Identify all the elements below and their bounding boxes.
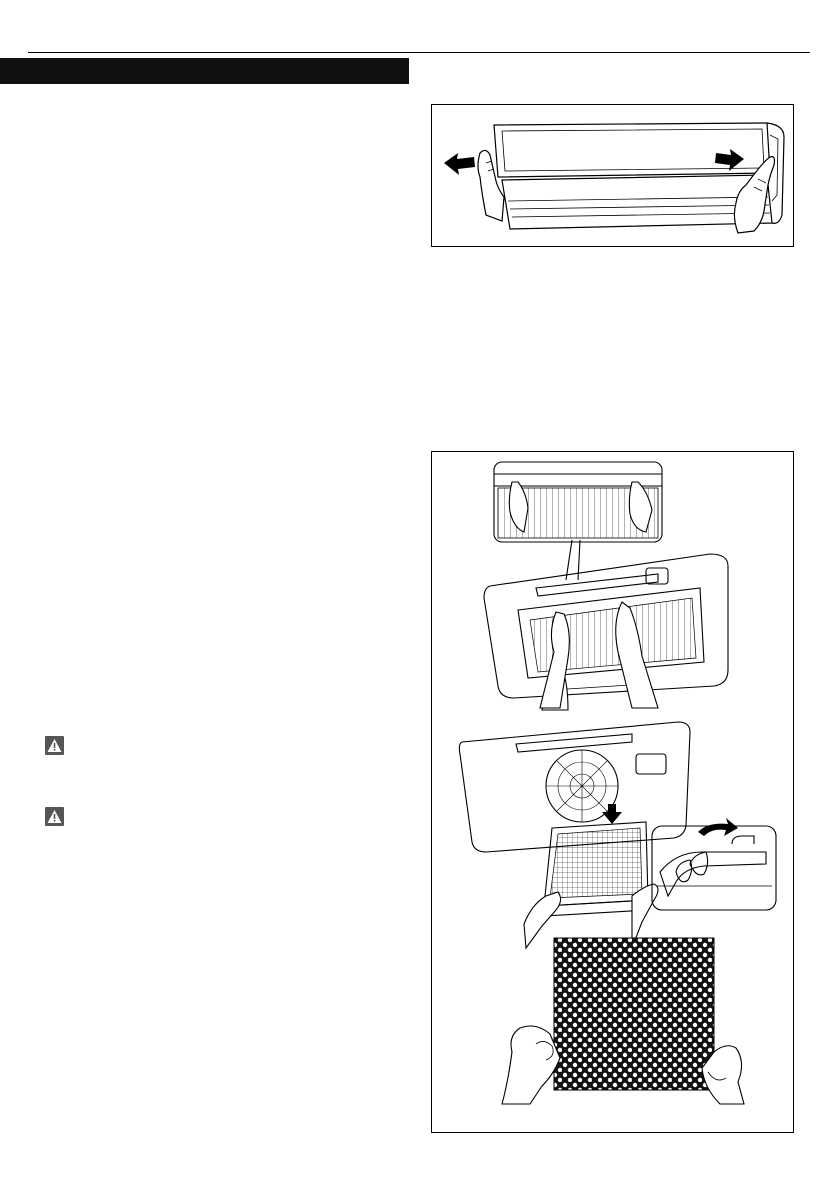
section-header-bar [0,58,409,84]
figure-cassette-filter-removal [431,451,794,1133]
figure-wall-unit-panel-removal [431,104,794,247]
warning-triangle-icon [45,736,64,755]
warning-triangle-icon [45,807,64,826]
top-rule [28,52,810,53]
